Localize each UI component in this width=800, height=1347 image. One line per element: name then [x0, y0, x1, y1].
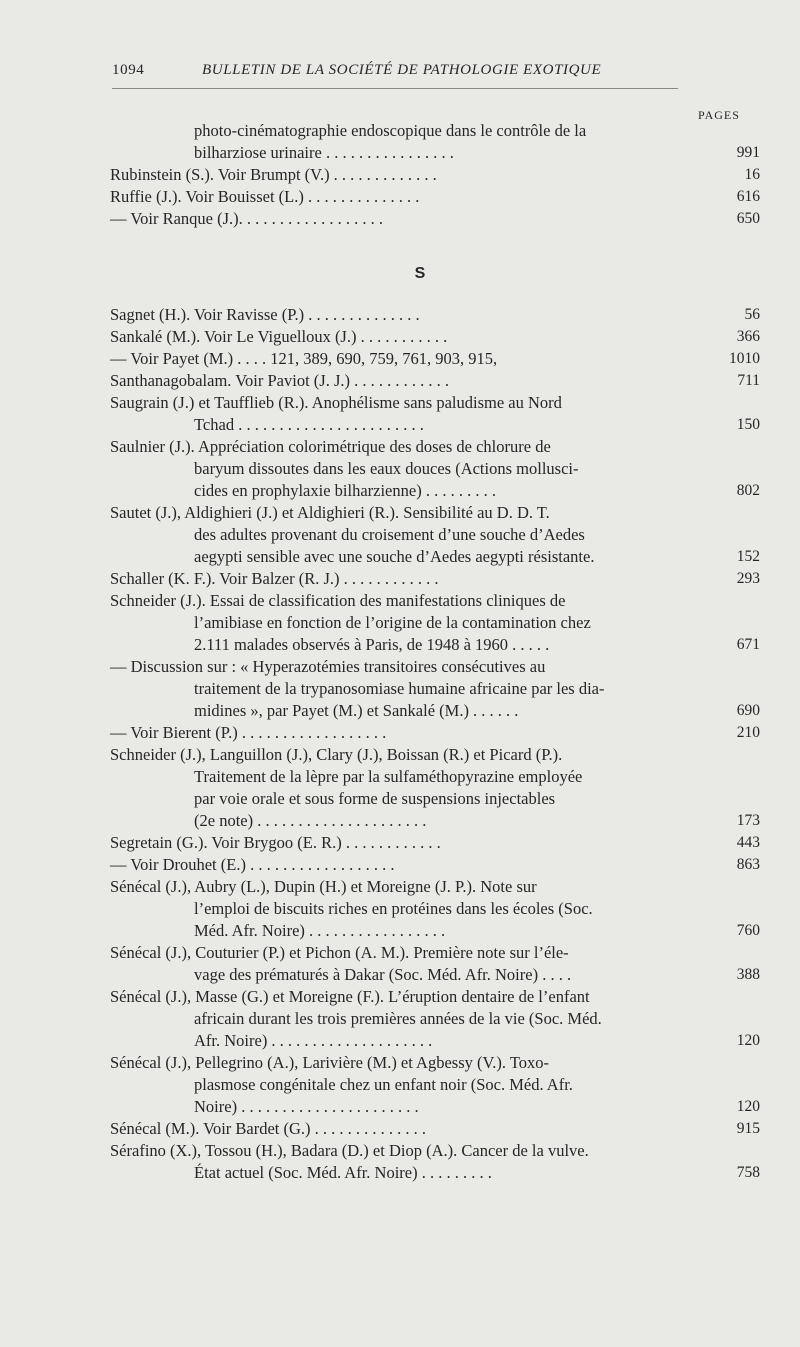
index-entry [110, 986, 760, 1052]
entry-line [110, 1118, 760, 1140]
entry-text: 2.111 malades observés à Paris, de 1948 à 1960 . . . . . [194, 635, 550, 654]
entry-text: Sautet (J.), Aldighieri (J.) et Aldighieri (R.). Sensibilité au D. D. T. [110, 503, 550, 522]
entry-text: Afr. Noire) . . . . . . . . . . . . . . . . . . . . [194, 1031, 433, 1050]
entry-line [110, 1162, 760, 1184]
entry-text: — Voir Bierent (P.) . . . . . . . . . . . . . . . . . . [110, 723, 387, 742]
entry-text: Méd. Afr. Noire) . . . . . . . . . . . . . . . . . [194, 921, 446, 940]
page-reference: 366 [736, 328, 760, 345]
entry-text: Saugrain (J.) et Taufflieb (R.). Anophélisme sans paludisme au Nord [110, 393, 562, 412]
index-entry [110, 164, 760, 186]
page-reference: 616 [736, 188, 760, 205]
entry-text: — Discussion sur : « Hyperazotémies transitoires consécutives au [110, 657, 546, 676]
page-reference: 388 [736, 966, 760, 983]
page-reference: 671 [736, 636, 760, 653]
entry-line [110, 942, 760, 964]
section-spacer [110, 296, 760, 304]
entry-line [110, 436, 760, 458]
entry-text: Sénécal (J.), Couturier (P.) et Pichon (A. M.). Première note sur l’éle- [110, 943, 569, 962]
entry-line [110, 1074, 760, 1096]
page-reference: 120 [736, 1098, 760, 1115]
entry-line [110, 920, 760, 942]
entry-text: État actuel (Soc. Méd. Afr. Noire) . . . . . . . . . [194, 1163, 492, 1182]
entry-text: Sénécal (M.). Voir Bardet (G.) . . . . . . . . . . . . . . [110, 1119, 427, 1138]
entry-line [110, 700, 760, 722]
page-reference: 56 [744, 306, 760, 323]
entry-text: cides en prophylaxie bilharzienne) . . . . . . . . . [194, 481, 496, 500]
entry-line [110, 898, 760, 920]
entry-line [110, 1052, 760, 1074]
entry-text: baryum dissoutes dans les eaux douces (Actions mollusci- [194, 459, 579, 478]
index-entry [110, 502, 760, 568]
entry-line [110, 304, 760, 326]
index-entry [110, 326, 760, 348]
entry-line [110, 208, 760, 230]
entry-text: Sankalé (M.). Voir Le Viguelloux (J.) . . . . . . . . . . . [110, 327, 448, 346]
entry-line [110, 120, 760, 142]
entry-line [110, 766, 760, 788]
header-rule [112, 88, 678, 89]
entry-line [110, 678, 760, 700]
entry-line [110, 1008, 760, 1030]
entry-text: Santhanagobalam. Voir Paviot (J. J.) . . . . . . . . . . . . [110, 371, 449, 390]
page-reference: 173 [736, 812, 760, 829]
entry-line [110, 788, 760, 810]
index-entry [110, 186, 760, 208]
entry-line [110, 590, 760, 612]
entry-line [110, 876, 760, 898]
index-entry [110, 590, 760, 656]
entry-line [110, 744, 760, 766]
entry-text: Schneider (J.). Essai de classification des manifestations cliniques de [110, 591, 566, 610]
entry-text: Segretain (G.). Voir Brygoo (E. R.) . . . . . . . . . . . . [110, 833, 441, 852]
entry-line [110, 634, 760, 656]
journal-title: BULLETIN DE LA SOCIÉTÉ DE PATHOLOGIE EXOTIQUE [202, 62, 602, 78]
entry-text: Sénécal (J.), Aubry (L.), Dupin (H.) et Moreigne (J. P.). Note sur [110, 877, 537, 896]
entry-text: — Voir Payet (M.) . . . . 121, 389, 690, 759, 761, 903, 915, [110, 349, 498, 368]
entry-line [110, 142, 760, 164]
page-reference: 991 [736, 144, 760, 161]
entry-text: Rubinstein (S.). Voir Brumpt (V.) . . . . . . . . . . . . . [110, 165, 437, 184]
entry-text: (2e note) . . . . . . . . . . . . . . . . . . . . . [194, 811, 427, 830]
entry-text: Tchad . . . . . . . . . . . . . . . . . . . . . . . [194, 415, 424, 434]
entry-text: l’amibiase en fonction de l’origine de la contamination chez [194, 613, 591, 632]
page-reference: 760 [736, 922, 760, 939]
page-reference: 802 [736, 482, 760, 499]
index-entry [110, 942, 760, 986]
running-header [112, 62, 678, 86]
page-reference: 711 [737, 372, 760, 389]
entry-line [110, 986, 760, 1008]
entry-line [110, 964, 760, 986]
index-entry [110, 568, 760, 590]
index-entry [110, 1140, 760, 1184]
entry-line [110, 810, 760, 832]
entry-text: — Voir Ranque (J.). . . . . . . . . . . . . . . . . . [110, 209, 384, 228]
index-entry [110, 832, 760, 854]
index-entry [110, 1052, 760, 1118]
page-reference: 120 [736, 1032, 760, 1049]
entry-line [110, 414, 760, 436]
entry-text: Sagnet (H.). Voir Ravisse (P.) . . . . . . . . . . . . . . [110, 305, 420, 324]
entry-text: vage des prématurés à Dakar (Soc. Méd. Afr. Noire) . . . . [194, 965, 572, 984]
entry-text: des adultes provenant du croisement d’une souche d’Aedes [194, 525, 585, 544]
page-number: 1094 [112, 62, 145, 78]
entry-line [110, 854, 760, 876]
entry-line [110, 722, 760, 744]
page-reference: 293 [736, 570, 760, 587]
entry-line [110, 370, 760, 392]
page-reference: 915 [736, 1120, 760, 1137]
entry-text: Schaller (K. F.). Voir Balzer (R. J.) . . . . . . . . . . . . [110, 569, 439, 588]
entry-text: Sénécal (J.), Masse (G.) et Moreigne (F.). L’éruption dentaire de l’enfant [110, 987, 590, 1006]
index-entry [110, 348, 760, 370]
entry-line [110, 164, 760, 186]
entry-text: Sérafino (X.), Tossou (H.), Badara (D.) et Diop (A.). Cancer de la vulve. [110, 1141, 589, 1160]
entry-line [110, 612, 760, 634]
entry-text: l’emploi de biscuits riches en protéines dans les écoles (Soc. [194, 899, 593, 918]
author-index [110, 120, 760, 1184]
entry-line [110, 326, 760, 348]
entry-line [110, 832, 760, 854]
entry-text: photo-cinématographie endoscopique dans le contrôle de la [194, 121, 587, 140]
entry-text: — Voir Drouhet (E.) . . . . . . . . . . . . . . . . . . [110, 855, 395, 874]
page-reference: 16 [744, 166, 760, 183]
page-reference: 443 [736, 834, 760, 851]
entry-text: Noire) . . . . . . . . . . . . . . . . . . . . . . [194, 1097, 419, 1116]
entry-text: Sénécal (J.), Pellegrino (A.), Larivière (M.) et Agbessy (V.). Toxo- [110, 1053, 550, 1072]
pages-column-label: PAGES [698, 108, 740, 122]
entry-line [110, 1096, 760, 1118]
index-entry [110, 120, 760, 164]
entry-text: aegypti sensible avec une souche d’Aedes aegypti résistante. [194, 547, 595, 566]
page-reference: 210 [736, 724, 760, 741]
index-entry [110, 304, 760, 326]
entry-line [110, 1140, 760, 1162]
index-entry [110, 208, 760, 230]
index-entry [110, 854, 760, 876]
entry-text: Ruffie (J.). Voir Bouisset (L.) . . . . . . . . . . . . . . [110, 187, 420, 206]
entry-text: par voie orale et sous forme de suspensions injectables [194, 789, 556, 808]
entry-line [110, 568, 760, 590]
index-entry [110, 370, 760, 392]
entry-line [110, 1030, 760, 1052]
page-reference: 690 [736, 702, 760, 719]
page-reference: 863 [736, 856, 760, 873]
index-entry [110, 876, 760, 942]
entry-text: africain durant les trois premières années de la vie (Soc. Méd. [194, 1009, 602, 1028]
section-spacer [110, 230, 760, 252]
entry-line [110, 458, 760, 480]
entry-line [110, 546, 760, 568]
entry-line [110, 656, 760, 678]
entry-text: plasmose congénitale chez un enfant noir (Soc. Méd. Afr. [194, 1075, 573, 1094]
entry-line [110, 502, 760, 524]
index-entry [110, 744, 760, 832]
entry-line [110, 480, 760, 502]
entry-line [110, 186, 760, 208]
entry-line [110, 524, 760, 546]
entry-line [110, 392, 760, 414]
entry-text: Traitement de la lèpre par la sulfaméthopyrazine employée [194, 767, 583, 786]
entry-text: traitement de la trypanosomiase humaine africaine par les dia- [194, 679, 605, 698]
entry-text: bilharziose urinaire . . . . . . . . . . . . . . . . [194, 143, 454, 162]
index-entry [110, 392, 760, 436]
entry-text: Schneider (J.), Languillon (J.), Clary (J.), Boissan (R.) et Picard (P.). [110, 745, 563, 764]
index-entry [110, 436, 760, 502]
index-entry [110, 656, 760, 722]
entry-line [110, 348, 760, 370]
page-reference: 150 [736, 416, 760, 433]
section-letter: S [414, 265, 426, 282]
page-reference: 650 [736, 210, 760, 227]
entry-text: Saulnier (J.). Appréciation colorimétrique des doses de chlorure de [110, 437, 551, 456]
page-reference: 152 [736, 548, 760, 565]
page-reference: 1010 [729, 350, 760, 367]
entry-text: midines », par Payet (M.) et Sankalé (M.) . . . . . . [194, 701, 519, 720]
page-reference: 758 [736, 1164, 760, 1181]
index-entry [110, 1118, 760, 1140]
index-entry [110, 722, 760, 744]
